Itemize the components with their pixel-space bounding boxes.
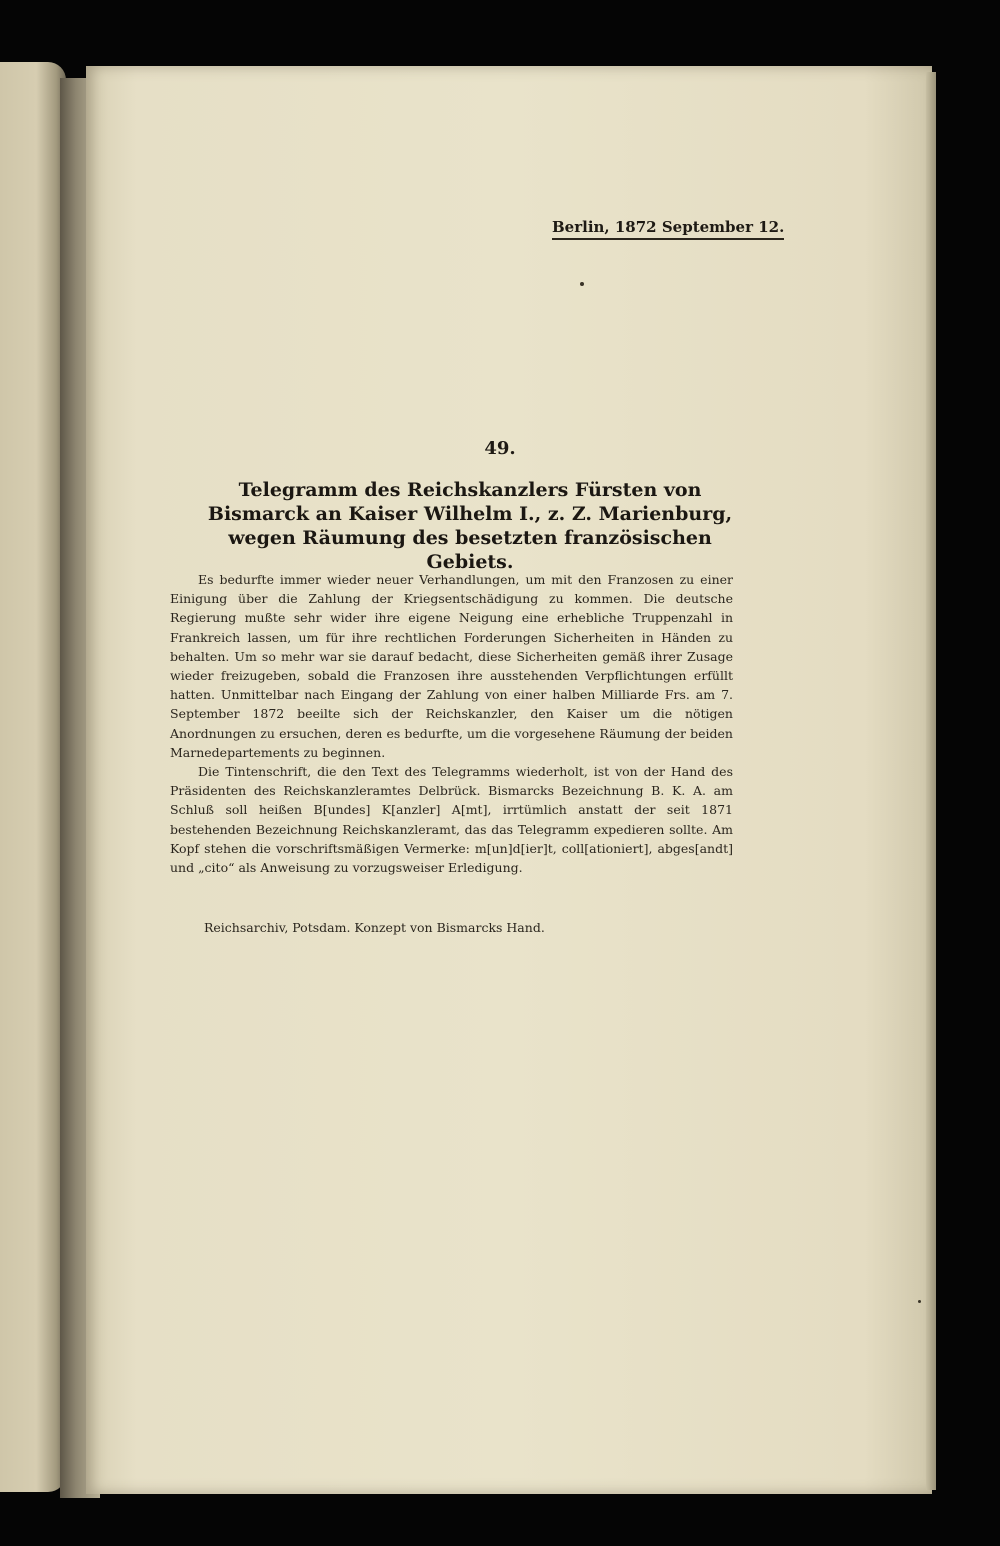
page-edge (926, 72, 936, 1490)
left-page-edge (0, 62, 66, 1492)
header-date-line: Berlin, 1872 September 12. (552, 218, 784, 240)
show-through-handwriting: ​ (152, 246, 160, 297)
document-body (170, 570, 733, 877)
document-number: 49. (484, 438, 516, 459)
source-note: Reichsarchiv, Potsdam. Konzept von Bismarcks Hand. (204, 920, 545, 935)
document-title: Telegramm des Reichskanzlers Fürsten von Bismarck an Kaiser Wilhelm I., z. Z. Marienburg, wegen Räumung des besetzten französischen Gebiets. (207, 479, 733, 573)
paper-speck (918, 1300, 921, 1303)
body-paragraph: Die Tintenschrift, die den Text des Telegramms wiederholt, ist von der Hand des Präsidenten des Reichskanzleramtes Delbrück. Bismarcks Bezeichnung B. K. A. am Schluß soll heißen B[undes] K[anzler] A[mt], irrtümlich anstatt der seit 1871 bestehenden Bezeichnung Reichskanzleramt, das das Telegramm expedieren sollte. Am Kopf stehen die vorschriftsmäßigen Vermerke: m[un]d[ier]t, coll[ationiert], abges[andt] und „cito“ als Anweisung zu vorzugsweiser Erledigung. (170, 764, 733, 876)
paper-speck (580, 282, 584, 286)
body-paragraph: Es bedurfte immer wieder neuer Verhandlungen, um mit den Franzosen zu einer Einigung über die Zahlung der Kriegsentschädigung zu kommen. Die deutsche Regierung mußte sehr wider ihre eigene Neigung eine erhebliche Truppenzahl in Frankreich lassen, um für ihre rechtlichen Forderungen Sicherheiten in Händen zu behalten. Um so mehr war sie darauf bedacht, diese Sicherheiten gemäß ihrer Zusage wieder freizugeben, sobald die Franzosen ihre ausstehenden Verpflichtungen erfüllt hatten. Unmittelbar nach Eingang der Zahlung von einer halben Milliarde Frs. am 7. September 1872 beeilte sich der Reichskanzler, den Kaiser um die nötigen Anordnungen zu ersuchen, deren es bedurfte, um die vorgesehene Räumung der beiden Marnedepartements zu beginnen. (170, 572, 733, 760)
